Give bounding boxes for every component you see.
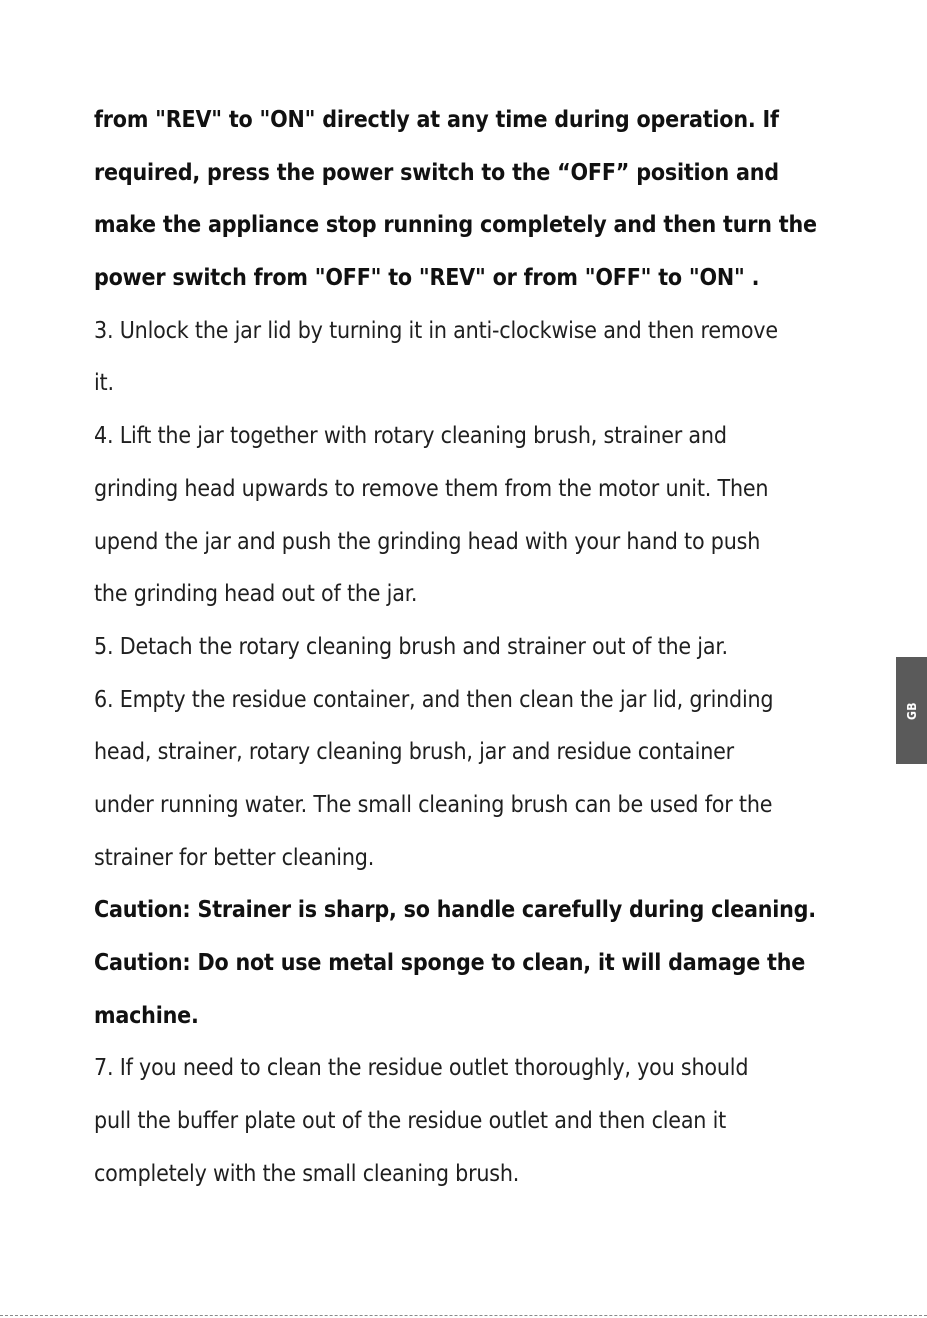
instruction-text-block (94, 94, 839, 1200)
caution-line: Caution: Strainer is sharp, so handle carefully during cleaning. (94, 897, 816, 924)
text-line: required, press the power switch to the “OFF” position and (94, 159, 779, 186)
text-line: pull the buffer plate out of the residue outlet and then clean it (94, 1108, 727, 1135)
language-side-tab (896, 657, 927, 764)
text-line: 7. If you need to clean the residue outlet thoroughly, you should (94, 1055, 749, 1082)
text-line: 5. Detach the rotary cleaning brush and strainer out of the jar. (94, 633, 728, 660)
text-line: completely with the small cleaning brush. (94, 1160, 520, 1187)
text-line: grinding head upwards to remove them from the motor unit. Then (94, 475, 769, 502)
text-line: upend the jar and push the grinding head with your hand to push (94, 528, 761, 555)
text-line: head, strainer, rotary cleaning brush, jar and residue container (94, 739, 734, 766)
text-line: from "REV" to "ON" directly at any time during operation. If (94, 107, 779, 133)
text-line: it. (94, 370, 114, 397)
text-line: 6. Empty the residue container, and then clean the jar lid, grinding (94, 686, 774, 713)
language-tab-label: GB (904, 701, 919, 720)
text-line: the grinding head out of the jar. (94, 581, 418, 608)
text-line: 3. Unlock the jar lid by turning it in anti-clockwise and then remove (94, 317, 778, 344)
text-line: strainer for better cleaning. (94, 844, 375, 871)
text-line: power switch from "OFF" to "REV" or from "OFF" to "ON" . (94, 265, 760, 292)
page-bottom-divider (0, 1315, 927, 1316)
text-line: make the appliance stop running completely and then turn the (94, 212, 817, 239)
caution-line: Caution: Do not use metal sponge to clean, it will damage the (94, 950, 806, 976)
caution-line: machine. (94, 1002, 199, 1029)
text-line: 4. Lift the jar together with rotary cleaning brush, strainer and (94, 423, 727, 450)
text-line: under running water. The small cleaning brush can be used for the (94, 791, 773, 818)
